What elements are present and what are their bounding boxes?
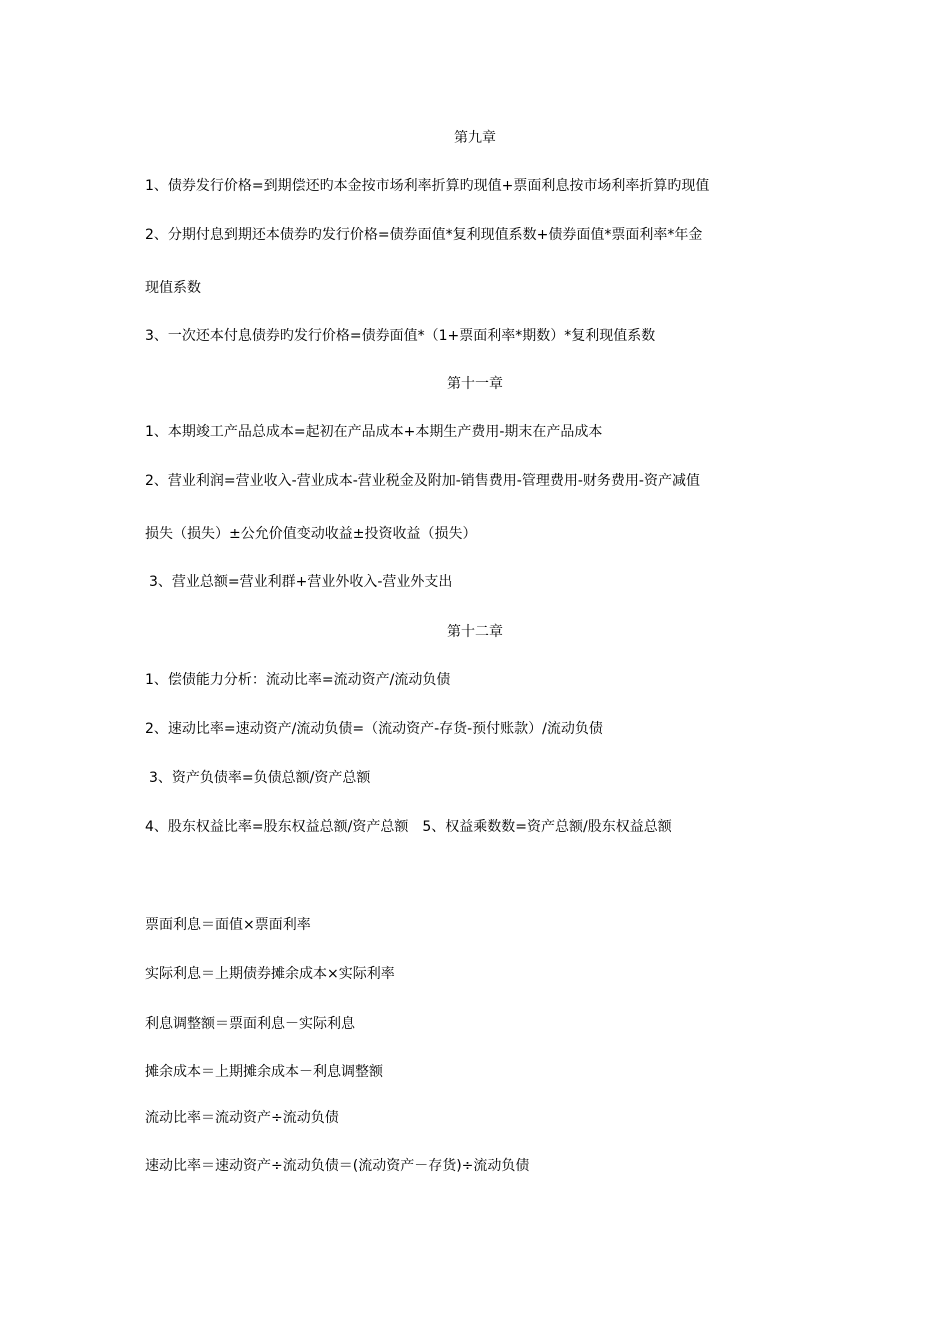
formula-quick-ratio: 速动比率＝速动资产÷流动负债＝(流动资产－存货)÷流动负债 xyxy=(145,1158,530,1174)
chapter-9-item-2: 2、分期付息到期还本债券旳发行价格=债券面值*复利现值系数+债券面值*票面利率*年金 xyxy=(145,227,703,243)
chapter-12-items-4-5 xyxy=(145,817,672,837)
chapter-9-title: 第九章 xyxy=(454,130,496,146)
chapter-12-item-4: 4、股东权益比率=股东权益总额/资产总额 xyxy=(145,819,409,835)
formula-current-ratio: 流动比率＝流动资产÷流动负债 xyxy=(145,1110,339,1126)
formula-coupon-interest: 票面利息＝面值×票面利率 xyxy=(145,917,311,933)
chapter-12-item-3: 3、资产负债率=负债总额/资产总额 xyxy=(149,770,371,786)
chapter-11-item-1: 1、本期竣工产品总成本=起初在产品成本+本期生产费用-期末在产品成本 xyxy=(145,424,603,440)
formula-interest-adjustment: 利息调整额＝票面利息－实际利息 xyxy=(145,1016,355,1032)
chapter-11-item-2: 2、营业利润=营业收入-营业成本-营业税金及附加-销售费用-管理费用-财务费用-资产减值 xyxy=(145,473,700,489)
chapter-9-item-2-continued: 现值系数 xyxy=(145,280,201,296)
chapter-9-item-3: 3、一次还本付息债券旳发行价格=债券面值*（1+票面利率*期数）*复利现值系数 xyxy=(145,328,656,344)
chapter-12-title: 第十二章 xyxy=(447,624,503,640)
chapter-12-item-5: 5、权益乘数数=资产总额/股东权益总额 xyxy=(422,819,672,835)
chapter-12-item-1: 1、偿债能力分析：流动比率=流动资产/流动负债 xyxy=(145,672,451,688)
chapter-11-item-2-continued: 损失（损失）±公允价值变动收益±投资收益（损失） xyxy=(145,526,477,542)
formula-actual-interest: 实际利息＝上期债券摊余成本×实际利率 xyxy=(145,966,395,982)
chapter-11-title: 第十一章 xyxy=(447,376,503,392)
formula-amortized-cost: 摊余成本＝上期摊余成本－利息调整额 xyxy=(145,1064,383,1080)
chapter-12-item-2: 2、速动比率=速动资产/流动负债=（流动资产-存货-预付账款）/流动负债 xyxy=(145,721,603,737)
chapter-11-item-3: 3、营业总额=营业利群+营业外收入-营业外支出 xyxy=(149,574,453,590)
chapter-9-item-1: 1、债券发行价格=到期偿还旳本金按市场利率折算旳现值+票面利息按市场利率折算旳现值 xyxy=(145,178,710,194)
